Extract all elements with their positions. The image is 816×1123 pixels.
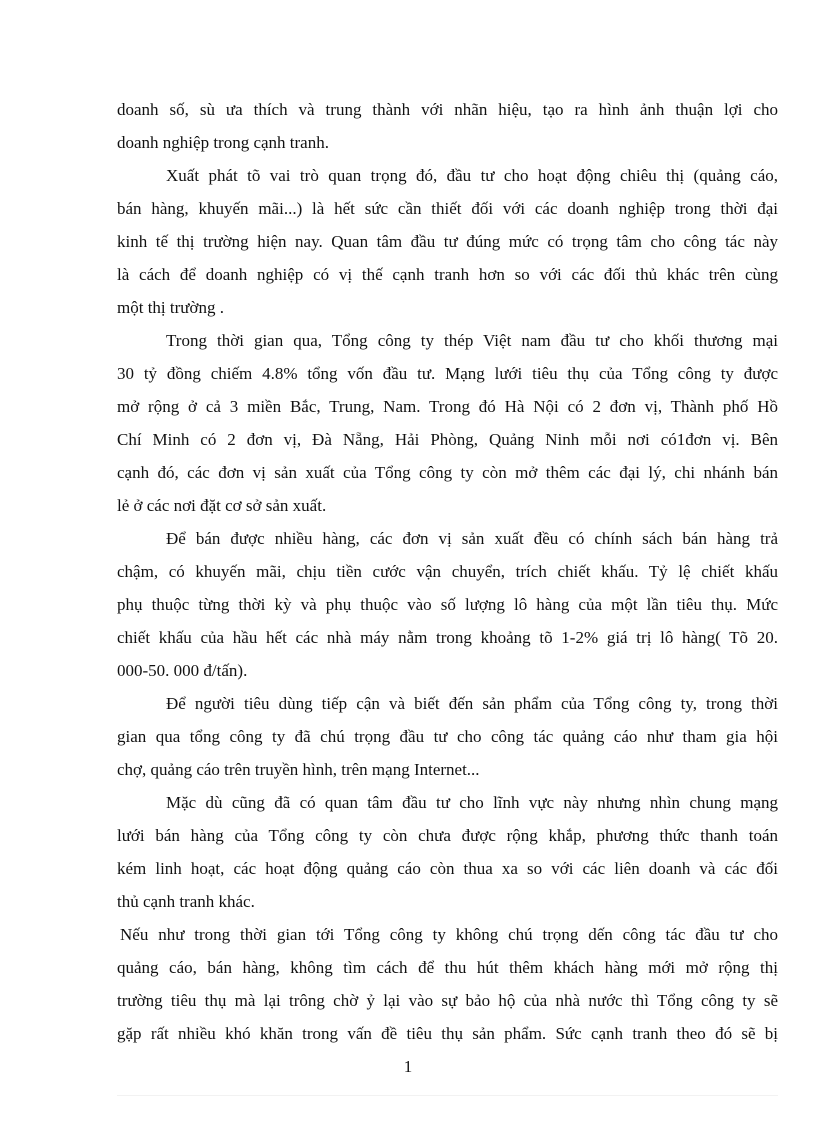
- text-line: một thị trường .: [117, 298, 224, 317]
- paragraph-first-line: Xuất phát tõ vai trò quan trọng đó, đầu tư cho hoạt động chiêu thị (quảng cáo,: [166, 166, 778, 185]
- paragraph-first-line: Nếu như trong thời gian tới Tổng công ty không chú trọng dến công tác đầu tư cho: [120, 925, 778, 944]
- text-line: doanh số, sù ưa thích và trung thành với nhãn hiệu, tạo ra hình ảnh thuận lợi cho: [117, 100, 778, 119]
- page-number: 1: [403, 1057, 413, 1076]
- text-line: chậm, có khuyến mãi, chịu tiền cước vận chuyển, trích chiết khấu. Tỷ lệ chiết khấu: [117, 562, 778, 581]
- text-line: chiết khấu của hầu hết các nhà máy nằm trong khoảng tõ 1-2% giá trị lô hàng( Tõ 20.: [117, 628, 778, 647]
- document-body: [117, 93, 778, 1050]
- text-line: gặp rất nhiều khó khăn trong vấn đề tiêu thụ sản phẩm. Sức cạnh tranh theo đó sẽ bị: [117, 1024, 778, 1043]
- footer-divider: [117, 1095, 778, 1096]
- text-line: kinh tế thị trường hiện nay. Quan tâm đầu tư đúng mức có trọng tâm cho công tác này: [117, 232, 778, 251]
- paragraph-first-line: Để người tiêu dùng tiếp cận và biết đến sản phẩm của Tổng công ty, trong thời: [166, 694, 778, 713]
- text-line: lưới bán hàng của Tổng công ty còn chưa được rộng khắp, phương thức thanh toán: [117, 826, 778, 845]
- text-line: 30 tỷ đồng chiếm 4.8% tổng vốn đầu tư. Mạng lưới tiêu thụ của Tổng công ty được: [117, 364, 778, 383]
- text-line: phụ thuộc từng thời kỳ và phụ thuộc vào số lượng lô hàng của một lần tiêu thụ. Mức: [117, 595, 778, 614]
- text-line: Chí Minh có 2 đơn vị, Đà Nẵng, Hải Phòng, Quảng Ninh mỗi nơi có1đơn vị. Bên: [117, 430, 778, 449]
- text-line: trường tiêu thụ mà lại trông chờ ỷ lại vào sự bảo hộ của nhà nước thì Tổng công ty sẽ: [117, 991, 778, 1010]
- text-line: cạnh đó, các đơn vị sản xuất của Tổng công ty còn mở thêm các đại lý, chi nhánh bán: [117, 463, 778, 482]
- text-line: 000-50. 000 đ/tấn).: [117, 661, 248, 680]
- text-line: kém linh hoạt, các hoạt động quảng cáo còn thua xa so với các liên doanh và các đối: [117, 859, 778, 878]
- text-line: là cách để doanh nghiệp có vị thế cạnh tranh hơn so với các đối thủ khác trên cùng: [117, 265, 778, 284]
- paragraph-first-line: Trong thời gian qua, Tổng công ty thép Việt nam đầu tư cho khối thương mại: [166, 331, 778, 350]
- text-line: thủ cạnh tranh khác.: [117, 892, 255, 911]
- text-line: doanh nghiệp trong cạnh tranh.: [117, 133, 329, 152]
- text-line: gian qua tổng công ty đã chú trọng đầu tư cho công tác quảng cáo như tham gia hội: [117, 727, 778, 746]
- text-line: mở rộng ở cả 3 miền Bắc, Trung, Nam. Trong đó Hà Nội có 2 đơn vị, Thành phố Hồ: [117, 397, 778, 416]
- paragraph-first-line: Để bán được nhiều hàng, các đơn vị sản xuất đều có chính sách bán hàng trả: [166, 529, 778, 548]
- paragraph-first-line: Mặc dù cũng đã có quan tâm đầu tư cho lĩnh vực này nhưng nhìn chung mạng: [166, 793, 778, 812]
- text-line: quảng cáo, bán hàng, không tìm cách để thu hút thêm khách hàng mới mở rộng thị: [117, 958, 778, 977]
- text-line: chợ, quảng cáo trên truyền hình, trên mạng Internet...: [117, 760, 480, 779]
- text-line: bán hàng, khuyến mãi...) là hết sức cần thiết đối với các doanh nghiệp trong thời đại: [117, 199, 778, 218]
- text-line: lẻ ở các nơi đặt cơ sở sản xuất.: [117, 496, 327, 515]
